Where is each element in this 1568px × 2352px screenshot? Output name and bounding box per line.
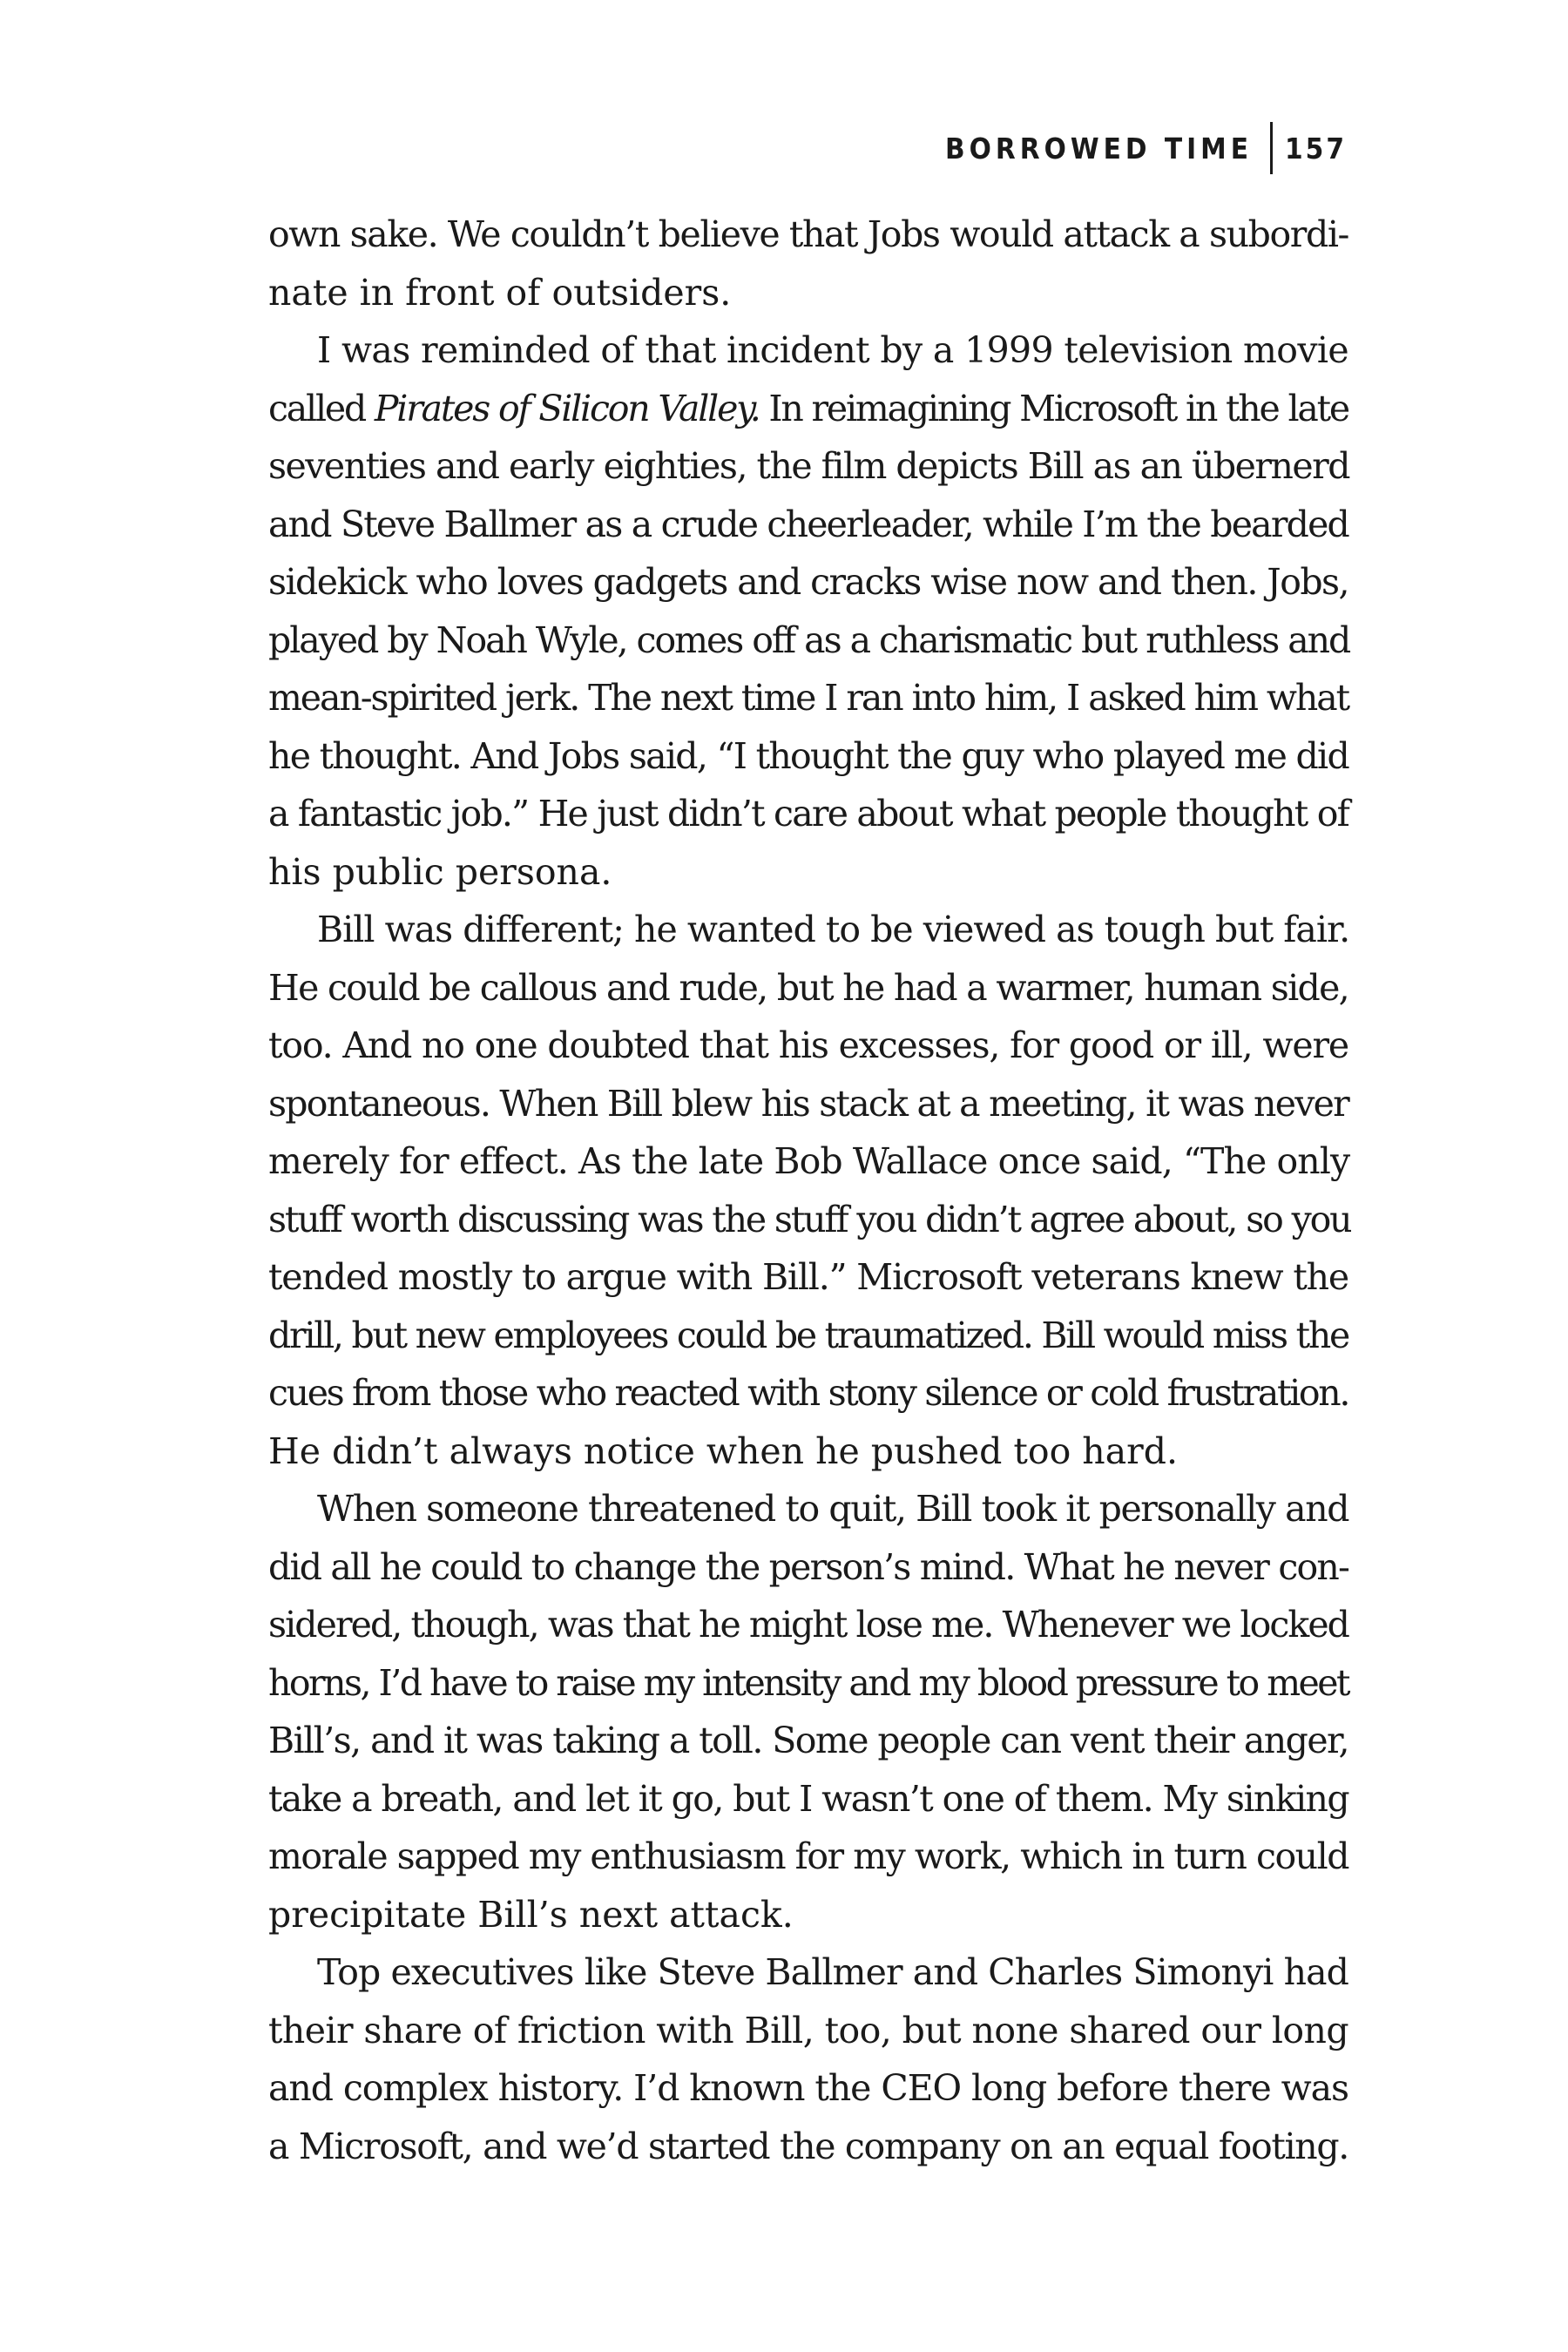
text-line: a Microsoft, and we’d started the company on an equal footing. [268, 2125, 1348, 2167]
paragraph [220, 1943, 1348, 2175]
text-line: tended mostly to argue with Bill.” Microsoft veterans knew the [268, 1256, 1348, 1298]
text-line: played by Noah Wyle, comes off as a charismatic but ruthless and [268, 618, 1350, 661]
text-line: He could be callous and rude, but he had a warmer, human side, [268, 966, 1348, 1009]
page-number: 157 [1285, 131, 1347, 166]
text-line: precipitate Bill’s next attack. [268, 1893, 794, 1936]
text-line: When someone threatened to quit, Bill took it personally and [317, 1488, 1349, 1530]
text-line: and Steve Ballmer as a crude cheerleader, while I’m the bearded [268, 503, 1348, 545]
text-line: and complex history. I’d known the CEO long before there was [268, 2067, 1348, 2109]
text-line: cues from those who reacted with stony silence or cold frustration. [268, 1372, 1349, 1414]
text-line: a fantastic job.” He just didn’t care about what people thought of [268, 793, 1348, 835]
body-text [220, 206, 1351, 2175]
running-head-title: BORROWED TIME [945, 131, 1254, 166]
paragraph [220, 206, 1348, 321]
text-line: his public persona. [268, 850, 612, 893]
text-line: nate in front of outsiders. [268, 271, 732, 314]
text-line: stuff worth discussing was the stuff you didn’t agree about, so you [268, 1198, 1351, 1240]
text-line: take a breath, and let it go, but I wasn’t one of them. My sinking [268, 1777, 1349, 1820]
header-divider [1270, 122, 1273, 174]
text-line: merely for effect. As the late Bob Wallace once said, “The only [268, 1140, 1350, 1182]
text-line: sidekick who loves gadgets and cracks wise now and then. Jobs, [268, 561, 1349, 603]
text-line: their share of friction with Bill, too, but none shared our long [268, 2009, 1348, 2051]
text-line: I was reminded of that incident by a 1999 television movie [317, 329, 1348, 371]
text-line: Top executives like Steve Ballmer and Charles Simonyi had [317, 1951, 1349, 1993]
text-line: Bill was different; he wanted to be viewed as tough but fair. [317, 909, 1350, 950]
text-line: own sake. We couldn’t believe that Jobs would attack a subordi- [268, 213, 1348, 255]
paragraph [220, 1480, 1348, 1943]
text-line: too. And no one doubted that his excesses, for good or ill, were [268, 1024, 1348, 1066]
running-header [945, 122, 1347, 174]
text-line: horns, I’d have to raise my intensity and my blood pressure to meet [268, 1661, 1348, 1704]
text-line: mean-spirited jerk. The next time I ran into him, I asked him what [268, 677, 1348, 719]
text-line: He didn’t always notice when he pushed too hard. [268, 1429, 1179, 1472]
text-line: morale sapped my enthusiasm for my work, which in turn could [268, 1835, 1348, 1877]
text-line: he thought. And Jobs said, “I thought the guy who played me did [268, 734, 1349, 777]
italic-title: Pirates of Silicon Valley. [374, 387, 760, 429]
text-line: seventies and early eighties, the film depicts Bill as an übernerd [268, 445, 1349, 487]
text-line: drill, but new employees could be traumatized. Bill would miss the [268, 1314, 1348, 1356]
paragraph [220, 321, 1348, 901]
paragraph [220, 901, 1351, 1480]
text-line: called Pirates of Silicon Valley. In reimagining Microsoft in the late [268, 387, 1349, 429]
text-line: Bill’s, and it was taking a toll. Some people can vent their anger, [268, 1720, 1349, 1761]
text-line: spontaneous. When Bill blew his stack at a meeting, it was never [268, 1082, 1348, 1125]
text-line: sidered, though, was that he might lose me. Whenever we locked [268, 1604, 1348, 1646]
text-line: did all he could to change the person’s mind. What he never con- [268, 1545, 1348, 1588]
